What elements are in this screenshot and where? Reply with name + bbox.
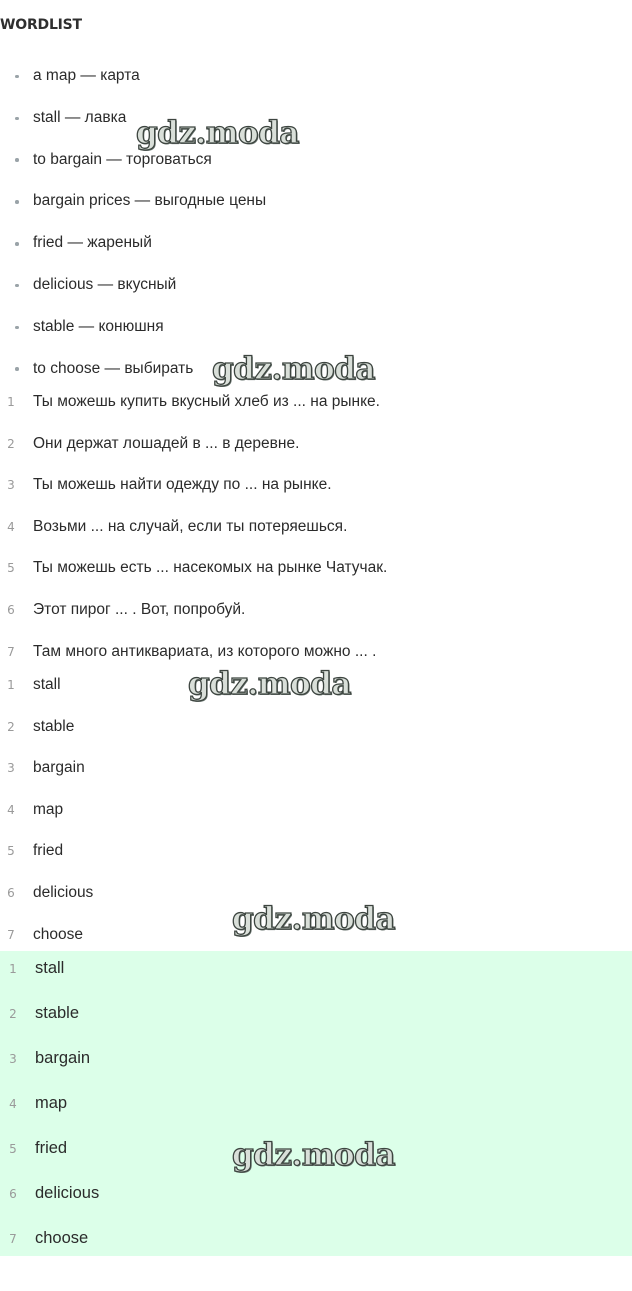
sentence-text: Они держат лошадей в ... в деревне. bbox=[33, 434, 300, 452]
answer-text: stall bbox=[33, 676, 61, 693]
wordlist-item bbox=[0, 97, 632, 139]
answer-text: stall bbox=[35, 959, 65, 977]
answer-item bbox=[0, 880, 632, 922]
item-number: 6 bbox=[7, 602, 15, 617]
sentence-item bbox=[0, 472, 632, 514]
answer-text: map bbox=[33, 800, 64, 818]
item-number: 2 bbox=[7, 719, 15, 734]
item-number: 2 bbox=[9, 1007, 17, 1021]
item-number: 5 bbox=[7, 844, 15, 859]
bullet-icon bbox=[15, 242, 19, 246]
item-number: 3 bbox=[9, 1052, 17, 1066]
highlighted-answer-item bbox=[0, 1176, 632, 1221]
answer-text: fried bbox=[35, 1139, 68, 1157]
sentence-text: Возьми ... на случай, если ты потеряешься. bbox=[33, 517, 348, 535]
wordlist-item-text: bargain prices — выгодные цены bbox=[33, 192, 267, 210]
watermark-logo: gdz.moda bbox=[232, 901, 395, 937]
answer-item bbox=[0, 838, 632, 880]
item-number: 5 bbox=[9, 1142, 17, 1156]
page-title: WORDLIST bbox=[0, 17, 82, 33]
sentence-item bbox=[0, 555, 632, 597]
answer-text: map bbox=[35, 1094, 68, 1112]
sentence-text: Ты можешь купить вкусный хлеб из ... на рынке. bbox=[33, 393, 380, 410]
item-number: 1 bbox=[7, 678, 15, 692]
item-number: 1 bbox=[9, 962, 17, 976]
sentence-item bbox=[0, 597, 632, 639]
item-number: 3 bbox=[7, 478, 15, 493]
item-number: 6 bbox=[9, 1187, 17, 1201]
bullet-icon bbox=[15, 158, 19, 162]
highlighted-answer-item bbox=[0, 1131, 632, 1176]
bullet-icon bbox=[15, 326, 19, 330]
exercise-sentences bbox=[0, 389, 632, 680]
highlighted-answer-item bbox=[0, 951, 632, 996]
item-number: 4 bbox=[9, 1097, 17, 1111]
answer-item bbox=[0, 797, 632, 839]
highlighted-answer-item bbox=[0, 1086, 632, 1131]
item-number: 6 bbox=[7, 885, 15, 900]
item-number: 5 bbox=[7, 561, 15, 576]
highlighted-answer-list bbox=[0, 951, 632, 1266]
bullet-icon bbox=[15, 75, 19, 79]
wordlist-item bbox=[0, 180, 632, 222]
answer-text: bargain bbox=[35, 1049, 91, 1067]
answer-text: stable bbox=[35, 1004, 80, 1022]
sentence-text: Ты можешь есть ... насекомых на рынке Чатучак. bbox=[33, 559, 388, 577]
watermark-logo: gdz.moda bbox=[136, 115, 299, 151]
wordlist-item-text: delicious — вкусный bbox=[33, 275, 177, 293]
item-number: 4 bbox=[7, 519, 15, 534]
bullet-icon bbox=[15, 200, 19, 204]
wordlist-item-text: fried — жареный bbox=[33, 234, 152, 252]
answer-item bbox=[0, 755, 632, 797]
sentence-text: Этот пирог ... . Вот, попробуй. bbox=[33, 600, 246, 618]
item-number: 7 bbox=[7, 644, 15, 659]
sentence-text: Там много антиквариата, из которого можно ... . bbox=[33, 642, 377, 660]
item-number: 1 bbox=[7, 395, 15, 409]
answer-text: choose bbox=[33, 925, 83, 943]
watermark-logo: gdz.moda bbox=[188, 666, 351, 702]
item-number: 7 bbox=[7, 927, 15, 942]
item-number: 7 bbox=[9, 1232, 17, 1246]
wordlist-item bbox=[0, 139, 632, 181]
answer-text: bargain bbox=[33, 759, 85, 777]
highlighted-answer-item bbox=[0, 996, 632, 1041]
item-number: 4 bbox=[7, 802, 15, 817]
highlighted-answer-item bbox=[0, 1041, 632, 1086]
answer-text: delicious bbox=[35, 1184, 100, 1202]
bullet-icon bbox=[15, 367, 19, 371]
sentence-item bbox=[0, 431, 632, 473]
wordlist-item-text: to bargain — торговаться bbox=[33, 150, 212, 168]
wordlist-item bbox=[0, 264, 632, 306]
wordlist-item-text: a map — карта bbox=[33, 67, 140, 84]
watermark-logo: gdz.moda bbox=[212, 351, 375, 387]
wordlist-item bbox=[0, 222, 632, 264]
watermark-logo: gdz.moda bbox=[232, 1137, 395, 1173]
answer-text: choose bbox=[35, 1229, 89, 1247]
answer-text: fried bbox=[33, 842, 64, 860]
answer-item bbox=[0, 714, 632, 756]
bullet-icon bbox=[15, 284, 19, 288]
wordlist-item-text: to choose — выбирать bbox=[33, 359, 194, 377]
wordlist-item bbox=[0, 348, 632, 390]
item-number: 3 bbox=[7, 761, 15, 776]
sentence-item bbox=[0, 389, 632, 431]
wordlist bbox=[0, 55, 632, 389]
item-number: 2 bbox=[7, 436, 15, 451]
answer-item bbox=[0, 672, 632, 714]
bullet-icon bbox=[15, 117, 19, 121]
answer-list bbox=[0, 672, 632, 963]
wordlist-item-text: stall — лавка bbox=[33, 108, 127, 126]
answer-text: delicious bbox=[33, 883, 94, 901]
wordlist-item bbox=[0, 55, 632, 97]
wordlist-item-text: stable — конюшня bbox=[33, 317, 164, 335]
highlighted-answer-item bbox=[0, 1221, 632, 1266]
sentence-item bbox=[0, 514, 632, 556]
answer-text: stable bbox=[33, 717, 75, 735]
wordlist-item bbox=[0, 306, 632, 348]
sentence-text: Ты можешь найти одежду по ... на рынке. bbox=[33, 476, 332, 494]
